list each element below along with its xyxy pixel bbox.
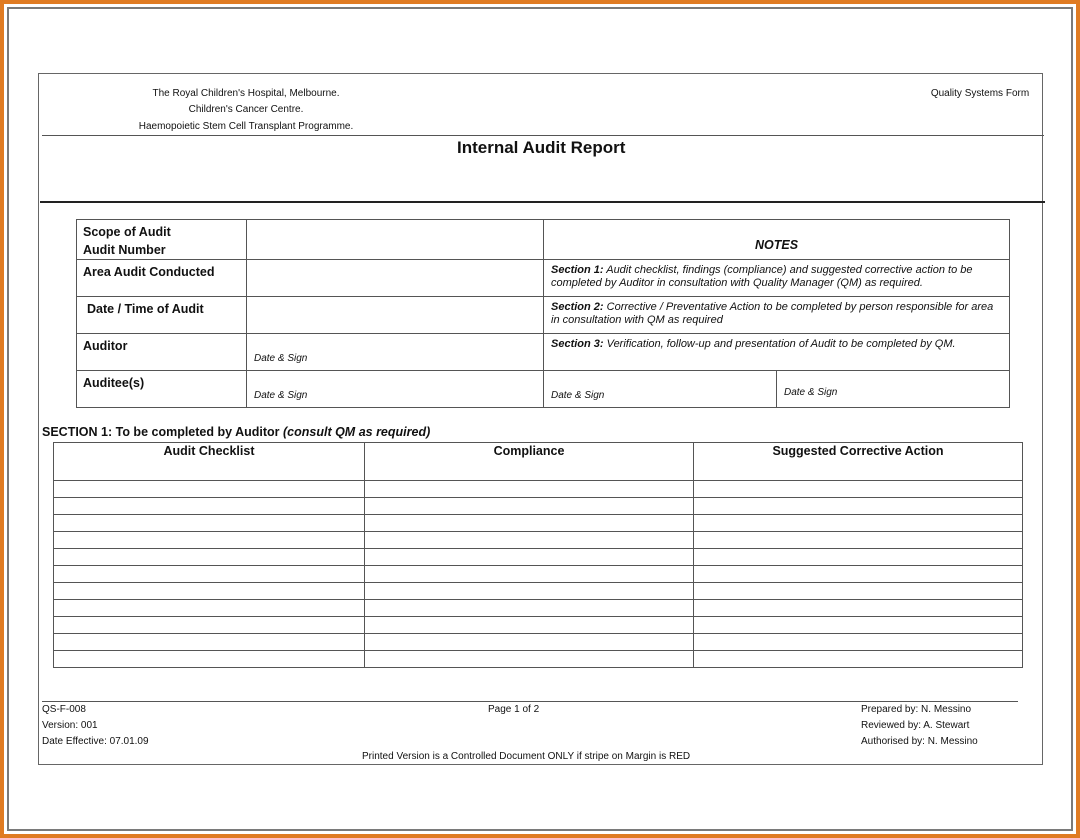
scope-label-cell xyxy=(77,220,247,260)
table-row xyxy=(54,566,1023,583)
audit-checklist-table xyxy=(53,442,1023,668)
page-number: Page 1 of 2 xyxy=(488,704,540,715)
prepared-by: Prepared by: N. Messino xyxy=(861,704,972,715)
note-section1-lead: Section 1: xyxy=(551,264,604,276)
table-row xyxy=(54,549,1023,566)
org-centre: Children's Cancer Centre. xyxy=(188,104,304,115)
checklist-cell[interactable] xyxy=(54,515,365,532)
compliance-cell[interactable] xyxy=(365,600,694,617)
table-row xyxy=(54,583,1023,600)
column-header-compliance: Compliance xyxy=(365,443,694,481)
authorised-by: Authorised by: N. Messino xyxy=(861,736,978,747)
corrective-action-cell[interactable] xyxy=(694,651,1023,668)
checklist-cell[interactable] xyxy=(54,566,365,583)
compliance-cell[interactable] xyxy=(365,566,694,583)
checklist-cell[interactable] xyxy=(54,549,365,566)
compliance-cell[interactable] xyxy=(365,583,694,600)
org-programme: Haemopoietic Stem Cell Transplant Programme. xyxy=(138,121,354,132)
scope-label: Scope of Audit xyxy=(83,225,171,239)
notes-heading-cell xyxy=(544,220,1010,260)
auditor-date-sign: Date & Sign xyxy=(254,353,308,364)
date-time-label: Date / Time of Audit xyxy=(87,302,204,316)
checklist-cell[interactable] xyxy=(54,600,365,617)
table-row xyxy=(54,600,1023,617)
date-effective: Date Effective: 07.01.09 xyxy=(42,736,149,747)
corrective-action-cell[interactable] xyxy=(694,549,1023,566)
auditor-label-cell xyxy=(77,334,247,371)
compliance-cell[interactable] xyxy=(365,515,694,532)
corrective-action-cell[interactable] xyxy=(694,600,1023,617)
column-header-corrective-action: Suggested Corrective Action xyxy=(694,443,1023,481)
auditee-date-sign-3: Date & Sign xyxy=(784,387,838,398)
corrective-action-cell[interactable] xyxy=(694,498,1023,515)
note-section1 xyxy=(544,260,1010,297)
note-section1-text: Audit checklist, findings (compliance) and suggested corrective action to be completed by Auditor in consultation with Quality Manager (QM) as required. xyxy=(551,264,973,289)
header-divider xyxy=(42,135,1044,136)
note-section3-text: Verification, follow-up and presentation of Audit to be completed by QM. xyxy=(603,338,956,350)
auditee-label: Auditee(s) xyxy=(83,376,145,390)
checklist-cell[interactable] xyxy=(54,498,365,515)
audit-info-table xyxy=(76,219,1010,408)
auditee-field-3[interactable] xyxy=(777,371,1010,408)
auditor-label: Auditor xyxy=(83,339,128,353)
table-row xyxy=(54,532,1023,549)
checklist-cell[interactable] xyxy=(54,634,365,651)
reviewed-by: Reviewed by: A. Stewart xyxy=(861,720,970,731)
auditee-date-sign-1: Date & Sign xyxy=(254,390,308,401)
area-label-cell xyxy=(77,260,247,297)
checklist-cell[interactable] xyxy=(54,651,365,668)
section1-heading xyxy=(42,425,430,439)
section1-heading-note: (consult QM as required) xyxy=(283,425,431,439)
org-name: The Royal Children's Hospital, Melbourne. xyxy=(152,88,340,99)
checklist-cell[interactable] xyxy=(54,583,365,600)
compliance-cell[interactable] xyxy=(365,651,694,668)
auditee-date-sign-2: Date & Sign xyxy=(551,390,605,401)
form-type: Quality Systems Form xyxy=(930,88,1030,99)
corrective-action-cell[interactable] xyxy=(694,634,1023,651)
checklist-cell[interactable] xyxy=(54,532,365,549)
form-version: Version: 001 xyxy=(42,720,98,731)
compliance-cell[interactable] xyxy=(365,532,694,549)
table-row xyxy=(54,651,1023,668)
checklist-cell[interactable] xyxy=(54,481,365,498)
compliance-cell[interactable] xyxy=(365,498,694,515)
table-row xyxy=(54,515,1023,532)
corrective-action-cell[interactable] xyxy=(694,481,1023,498)
audit-number-label: Audit Number xyxy=(83,243,166,257)
compliance-cell[interactable] xyxy=(365,481,694,498)
auditee-label-cell xyxy=(77,371,247,408)
note-section3-lead: Section 3: xyxy=(551,338,604,350)
corrective-action-cell[interactable] xyxy=(694,532,1023,549)
area-label: Area Audit Conducted xyxy=(83,265,215,279)
column-header-audit-checklist: Audit Checklist xyxy=(54,443,365,481)
note-section2-text: Corrective / Preventative Action to be completed by person responsible for area in consultation with QM as required xyxy=(551,301,994,326)
controlled-document-note: Printed Version is a Controlled Document ONLY if stripe on Margin is RED xyxy=(362,751,691,762)
table-row xyxy=(54,481,1023,498)
checklist-cell[interactable] xyxy=(54,617,365,634)
note-section2-lead: Section 2: xyxy=(551,301,604,313)
compliance-cell[interactable] xyxy=(365,549,694,566)
table-row xyxy=(54,634,1023,651)
scope-field[interactable] xyxy=(247,220,544,260)
section1-heading-text: SECTION 1: To be completed by Auditor xyxy=(42,425,283,439)
corrective-action-cell[interactable] xyxy=(694,566,1023,583)
auditee-field-2[interactable] xyxy=(544,371,777,408)
corrective-action-cell[interactable] xyxy=(694,617,1023,634)
table-row xyxy=(54,617,1023,634)
date-time-field[interactable] xyxy=(247,297,544,334)
auditor-field[interactable] xyxy=(247,334,544,371)
area-field[interactable] xyxy=(247,260,544,297)
title-divider xyxy=(40,201,1045,203)
note-section2 xyxy=(544,297,1010,334)
compliance-cell[interactable] xyxy=(365,634,694,651)
table-row xyxy=(54,498,1023,515)
note-section3 xyxy=(544,334,1010,371)
form-code: QS-F-008 xyxy=(42,704,86,715)
corrective-action-cell[interactable] xyxy=(694,515,1023,532)
page-title: Internal Audit Report xyxy=(457,138,626,157)
notes-heading: NOTES xyxy=(754,238,799,252)
auditee-field-1[interactable] xyxy=(247,371,544,408)
date-time-label-cell xyxy=(77,297,247,334)
compliance-cell[interactable] xyxy=(365,617,694,634)
corrective-action-cell[interactable] xyxy=(694,583,1023,600)
